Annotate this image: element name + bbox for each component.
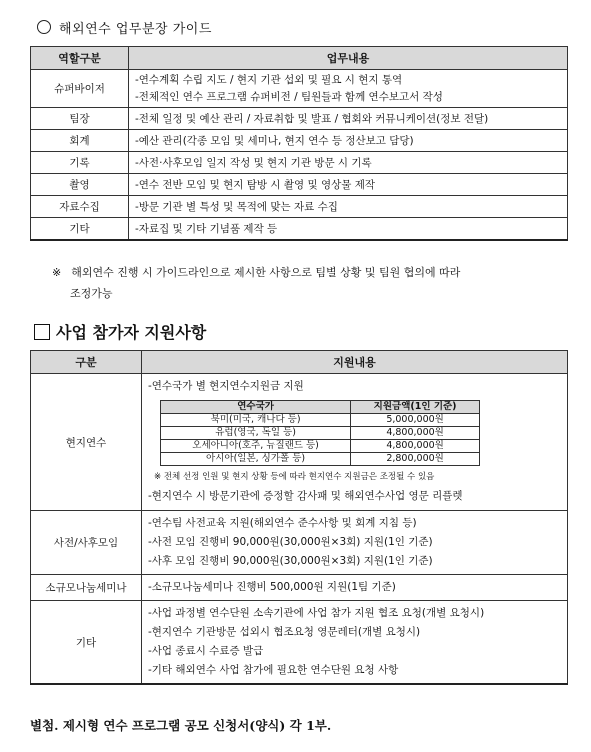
inner-header-amount: 지원금액(1인 기준) bbox=[351, 401, 480, 414]
circle-bullet-icon bbox=[37, 20, 51, 34]
amount-cell: 4,800,000원 bbox=[351, 427, 480, 440]
support-table bbox=[30, 350, 568, 685]
table-row bbox=[31, 70, 568, 108]
attachment-footer: 별첨. 제시형 연수 프로그램 공모 신청서(양식) 각 1부. bbox=[30, 718, 332, 733]
content-line: -연수국가 별 현지연수지원금 지원 bbox=[148, 380, 304, 392]
content-line: -사업 종료시 수료증 발급 bbox=[148, 645, 264, 657]
table-row bbox=[31, 511, 568, 575]
note-line: 해외연수 진행 시 가이드라인으로 제시한 사항으로 팀별 상황 및 팀원 협의에 따라 bbox=[71, 266, 461, 279]
role-cell: 팀장 bbox=[31, 108, 129, 130]
content-line: -사전 모임 진행비 90,000원(30,000원×3회) 지원(1인 기준) bbox=[148, 536, 433, 548]
inner-row bbox=[161, 453, 480, 466]
duty-cell: -연수 전반 모임 및 현지 탐방 시 촬영 및 영상물 제작 bbox=[129, 174, 568, 196]
amount-cell: 4,800,000원 bbox=[351, 440, 480, 453]
content-cell bbox=[142, 374, 568, 511]
header-duty: 업무내용 bbox=[129, 47, 568, 70]
duty-cell: -예산 관리(각종 모임 및 세미나, 현지 연수 등 정산보고 담당) bbox=[129, 130, 568, 152]
duty-cell: -사전·사후모임 일지 작성 및 현지 기관 방문 시 기록 bbox=[129, 152, 568, 174]
small-note: ※ 전체 선정 인원 및 현지 상황 등에 따라 현지연수 지원금은 조정될 수 있음 bbox=[154, 472, 435, 482]
duty-line: -전체적인 연수 프로그램 슈퍼비전 / 팀원들과 함께 연수보고서 작성 bbox=[135, 90, 443, 103]
category-cell: 현지연수 bbox=[31, 374, 142, 511]
table-row bbox=[31, 575, 568, 601]
role-cell: 촬영 bbox=[31, 174, 129, 196]
table-row bbox=[31, 218, 568, 240]
table-row bbox=[31, 196, 568, 218]
table-header-row bbox=[31, 47, 568, 70]
guide-title-text: 해외연수 업무분장 가이드 bbox=[59, 22, 212, 37]
content-line: -연수팀 사전교육 지원(해외연수 준수사항 및 회계 지침 등) bbox=[148, 517, 417, 529]
table-row bbox=[31, 130, 568, 152]
category-cell: 사전/사후모임 bbox=[31, 511, 142, 575]
note-line: 조정가능 bbox=[70, 287, 113, 300]
section-title-text: 사업 참가자 지원사항 bbox=[56, 323, 207, 342]
duty-cell: -방문 기관 별 특성 및 목적에 맞는 자료 수집 bbox=[129, 196, 568, 218]
inner-row bbox=[161, 440, 480, 453]
header-category: 구분 bbox=[31, 351, 142, 374]
note-mark: ※ bbox=[52, 266, 62, 279]
guide-note bbox=[52, 262, 572, 304]
checkbox-square-icon bbox=[34, 324, 50, 340]
duty-cell: -자료집 및 기타 기념품 제작 등 bbox=[129, 218, 568, 240]
content-cell bbox=[142, 575, 568, 601]
inner-header-row bbox=[161, 401, 480, 414]
country-cell: 아시아(일본, 싱가폴 등) bbox=[161, 453, 351, 466]
header-role: 역할구분 bbox=[31, 47, 129, 70]
table-row bbox=[31, 374, 568, 511]
table-row bbox=[31, 174, 568, 196]
duty-line: -연수계획 수립 지도 / 현지 기관 섭외 및 필요 시 현지 통역 bbox=[135, 73, 403, 86]
category-cell: 소규모나눔세미나 bbox=[31, 575, 142, 601]
table-row bbox=[31, 601, 568, 685]
role-cell: 기타 bbox=[31, 218, 129, 240]
role-guide-table bbox=[30, 46, 568, 241]
amount-cell: 2,800,000원 bbox=[351, 453, 480, 466]
section-title bbox=[34, 320, 206, 343]
inner-header-country: 연수국가 bbox=[161, 401, 351, 414]
content-line: -사후 모임 진행비 90,000원(30,000원×3회) 지원(1인 기준) bbox=[148, 555, 433, 567]
content-cell bbox=[142, 511, 568, 575]
country-amount-table bbox=[160, 400, 480, 466]
inner-row bbox=[161, 414, 480, 427]
header-content: 지원내용 bbox=[142, 351, 568, 374]
role-cell: 슈퍼바이저 bbox=[31, 70, 129, 108]
content-cell bbox=[142, 601, 568, 685]
amount-cell: 5,000,000원 bbox=[351, 414, 480, 427]
table-header-row bbox=[31, 351, 568, 374]
role-cell: 자료수집 bbox=[31, 196, 129, 218]
country-cell: 북미(미국, 캐나다 등) bbox=[161, 414, 351, 427]
duty-cell: -전체 일정 및 예산 관리 / 자료취합 및 발표 / 협회와 커뮤니케이션(정보 전달) bbox=[129, 108, 568, 130]
table-row bbox=[31, 152, 568, 174]
inner-row bbox=[161, 427, 480, 440]
country-cell: 오세아니아(호주, 뉴질랜드 등) bbox=[161, 440, 351, 453]
content-line: -기타 해외연수 사업 참가에 필요한 연수단원 요청 사항 bbox=[148, 664, 399, 676]
table-row bbox=[31, 108, 568, 130]
duty-cell bbox=[129, 70, 568, 108]
role-cell: 회계 bbox=[31, 130, 129, 152]
content-line: -현지연수 시 방문기관에 증정할 감사패 및 해외연수사업 영문 리플렛 bbox=[148, 490, 463, 502]
content-line: -사업 과정별 연수단원 소속기관에 사업 참가 지원 협조 요청(개별 요청시) bbox=[148, 607, 485, 619]
guide-title bbox=[37, 18, 212, 37]
country-cell: 유럽(영국, 독일 등) bbox=[161, 427, 351, 440]
role-cell: 기록 bbox=[31, 152, 129, 174]
content-line: -소규모나눔세미나 진행비 500,000원 지원(1팀 기준) bbox=[148, 581, 396, 593]
category-cell: 기타 bbox=[31, 601, 142, 685]
content-line: -현지연수 기관방문 섭외시 협조요청 영문레터(개별 요청시) bbox=[148, 626, 421, 638]
